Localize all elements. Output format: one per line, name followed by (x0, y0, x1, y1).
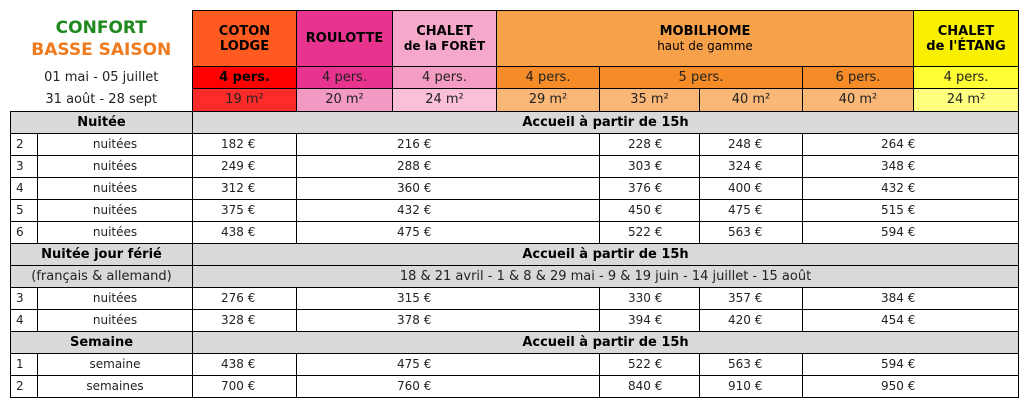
price-coton: 312 € (193, 177, 297, 199)
chalet-foret-pers: 4 pers. (393, 67, 497, 89)
season-title (11, 11, 193, 67)
price-mh40: 357 € (700, 287, 803, 309)
chalet-etang-name-1: CHALET (937, 23, 995, 39)
table-row (11, 155, 1019, 177)
price-mh40: 563 € (700, 353, 803, 375)
price-mh40: 563 € (700, 221, 803, 243)
table-row (11, 199, 1019, 221)
price-roulotte-chalet-mh29: 288 € (297, 155, 600, 177)
row-count: 1 (11, 353, 38, 375)
section-semaine (11, 331, 1019, 353)
col-chalet-etang (914, 11, 1019, 67)
mobilhome-area-40a: 40 m² (700, 89, 803, 112)
row-unit: nuitées (38, 287, 193, 309)
date-range-1: 01 mai - 05 juillet (44, 69, 159, 85)
price-roulotte-chalet-mh29: 760 € (297, 375, 600, 397)
price-mh40-etang: 950 € (803, 375, 1019, 397)
chalet-etang-area: 24 m² (914, 89, 1019, 112)
row-count: 4 (11, 177, 38, 199)
col-roulotte: ROULOTTE (297, 11, 393, 67)
price-coton: 700 € (193, 375, 297, 397)
header-row-areas (11, 89, 1019, 112)
price-coton: 276 € (193, 287, 297, 309)
price-roulotte-chalet-mh29: 360 € (297, 177, 600, 199)
col-chalet-foret (393, 11, 497, 67)
price-roulotte-chalet-mh29: 475 € (297, 221, 600, 243)
row-count: 2 (11, 375, 38, 397)
mobilhome-pers-5: 5 pers. (600, 67, 803, 89)
price-roulotte-chalet-mh29: 432 € (297, 199, 600, 221)
price-mh35: 522 € (600, 353, 700, 375)
section-nuitee (11, 111, 1019, 133)
table-row (11, 309, 1019, 331)
table-row (11, 287, 1019, 309)
table-row (11, 221, 1019, 243)
chalet-foret-name-1: CHALET (416, 24, 473, 39)
price-mh40-etang: 515 € (803, 199, 1019, 221)
table-row (11, 375, 1019, 397)
mobilhome-area-35: 35 m² (600, 89, 700, 112)
row-unit: semaines (38, 375, 193, 397)
coton-name-1: COTON (218, 23, 271, 39)
semaine-accueil: Accueil à partir de 15h (193, 331, 1019, 353)
chalet-foret-area: 24 m² (393, 89, 497, 112)
price-roulotte-chalet-mh29: 315 € (297, 287, 600, 309)
row-count: 3 (11, 155, 38, 177)
price-mh40-etang: 454 € (803, 309, 1019, 331)
ferie-dates: 18 & 21 avril - 1 & 8 & 29 mai - 9 & 19 juin - 14 juillet - 15 août (193, 265, 1019, 287)
row-unit: nuitées (38, 221, 193, 243)
price-mh40: 910 € (700, 375, 803, 397)
price-coton: 438 € (193, 353, 297, 375)
mobilhome-area-29: 29 m² (497, 89, 600, 112)
price-mh40: 248 € (700, 133, 803, 155)
table-row (11, 177, 1019, 199)
row-count: 5 (11, 199, 38, 221)
price-mh35: 394 € (600, 309, 700, 331)
chalet-etang-name-2: de l'ÉTANG (926, 38, 1006, 54)
price-mh40-etang: 264 € (803, 133, 1019, 155)
price-mh40-etang: 384 € (803, 287, 1019, 309)
nuitee-label: Nuitée (11, 111, 193, 133)
mobilhome-sub: haut de gamme (657, 39, 753, 53)
price-mh35: 840 € (600, 375, 700, 397)
price-mh40: 400 € (700, 177, 803, 199)
chalet-etang-pers: 4 pers. (914, 67, 1019, 89)
coton-area: 19 m² (193, 89, 297, 112)
table-row (11, 133, 1019, 155)
ferie-accueil: Accueil à partir de 15h (193, 243, 1019, 265)
price-mh40: 324 € (700, 155, 803, 177)
price-mh35: 522 € (600, 221, 700, 243)
price-coton: 328 € (193, 309, 297, 331)
row-count: 2 (11, 133, 38, 155)
price-coton: 438 € (193, 221, 297, 243)
ferie-label: Nuitée jour férié (11, 243, 193, 265)
price-mh35: 330 € (600, 287, 700, 309)
table-row (11, 353, 1019, 375)
price-coton: 375 € (193, 199, 297, 221)
price-coton: 249 € (193, 155, 297, 177)
price-mh40-etang: 348 € (803, 155, 1019, 177)
price-roulotte-chalet-mh29: 378 € (297, 309, 600, 331)
price-mh40-etang: 594 € (803, 353, 1019, 375)
price-roulotte-chalet-mh29: 216 € (297, 133, 600, 155)
roulotte-pers: 4 pers. (297, 67, 393, 89)
row-unit: nuitées (38, 133, 193, 155)
ferie-sublabel: (français & allemand) (11, 265, 193, 287)
price-mh40-etang: 432 € (803, 177, 1019, 199)
mobilhome-area-40b: 40 m² (803, 89, 914, 112)
price-coton: 182 € (193, 133, 297, 155)
price-mh40-etang: 594 € (803, 221, 1019, 243)
row-unit: nuitées (38, 309, 193, 331)
row-unit: nuitées (38, 155, 193, 177)
price-mh35: 376 € (600, 177, 700, 199)
row-count: 4 (11, 309, 38, 331)
roulotte-area: 20 m² (297, 89, 393, 112)
price-mh35: 228 € (600, 133, 700, 155)
row-count: 6 (11, 221, 38, 243)
semaine-label: Semaine (11, 331, 193, 353)
price-table (10, 10, 1019, 398)
date-range-2: 31 août - 28 sept (45, 91, 158, 107)
price-mh40: 420 € (700, 309, 803, 331)
row-unit: nuitées (38, 199, 193, 221)
price-mh35: 450 € (600, 199, 700, 221)
row-unit: semaine (38, 353, 193, 375)
header-row-persons (11, 67, 1019, 89)
section-ferie (11, 243, 1019, 265)
col-coton-lodge (193, 11, 297, 67)
title-basse-saison: BASSE SAISON (31, 39, 172, 60)
row-count: 3 (11, 287, 38, 309)
price-roulotte-chalet-mh29: 475 € (297, 353, 600, 375)
row-unit: nuitées (38, 177, 193, 199)
section-ferie-sub (11, 265, 1019, 287)
coton-name-2: LODGE (219, 38, 270, 54)
mobilhome-pers-6: 6 pers. (803, 67, 914, 89)
nuitee-accueil: Accueil à partir de 15h (193, 111, 1019, 133)
coton-pers: 4 pers. (193, 67, 297, 89)
col-mobilhome (497, 11, 914, 67)
mobilhome-name: MOBILHOME (659, 24, 751, 39)
price-mh40: 475 € (700, 199, 803, 221)
header-row-names (11, 11, 1019, 67)
mobilhome-pers-4: 4 pers. (497, 67, 600, 89)
chalet-foret-name-2: de la FORÊT (403, 39, 486, 53)
title-confort: CONFORT (55, 17, 147, 38)
price-mh35: 303 € (600, 155, 700, 177)
